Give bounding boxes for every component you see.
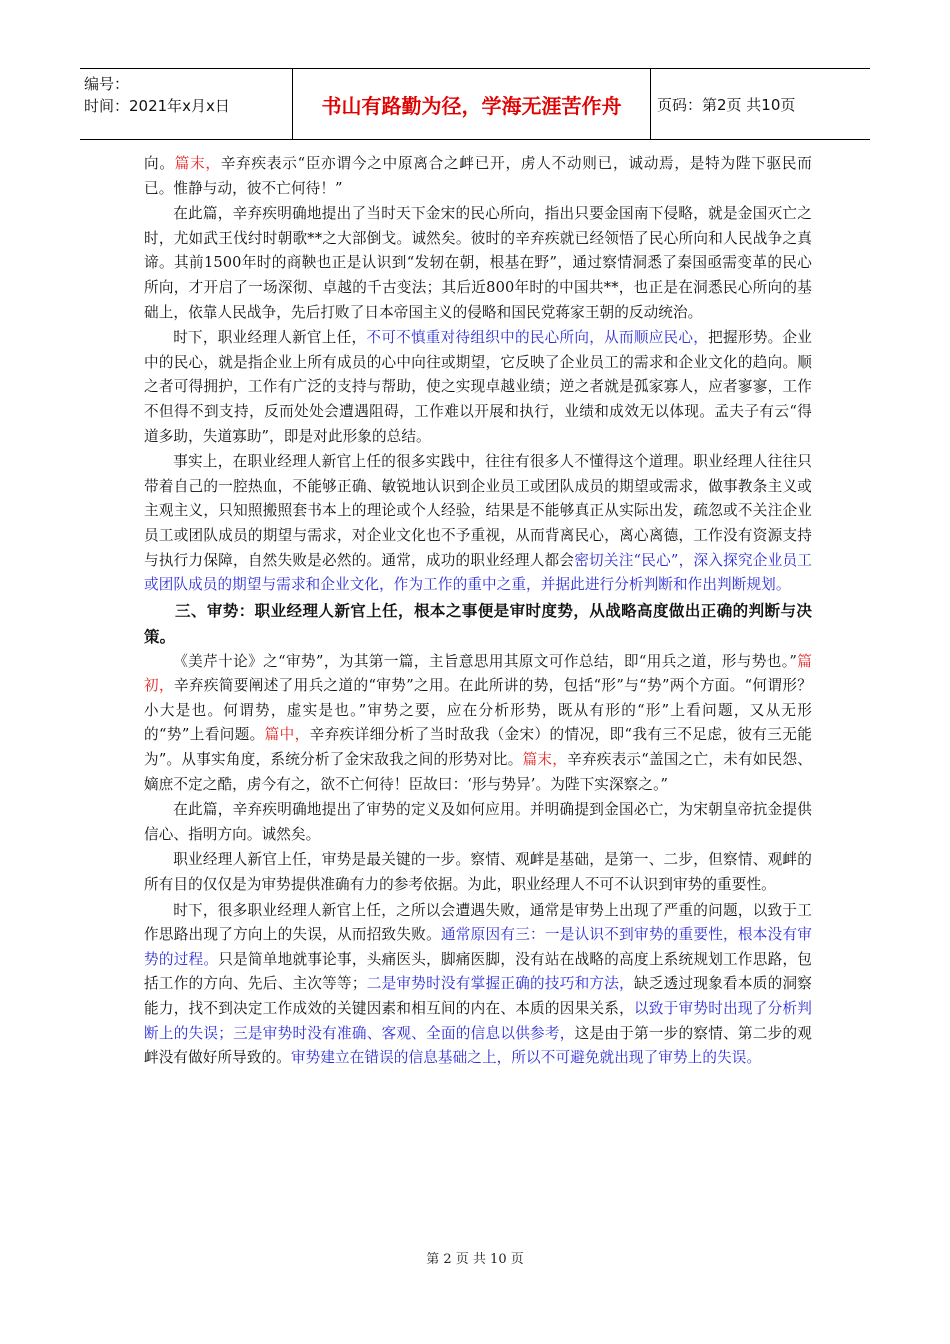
paragraph-3 [144, 326, 812, 449]
highlight-blue: 密切关注“民心”，深入探究企业员工或团队成员的期望与需求和企业文化，作为工作的重中之重，并据此进行分析判断和作出判断规划。 [144, 551, 813, 594]
document-date: 时间：2021年x月x日 [84, 97, 230, 115]
text-run: 辛弃疾简要阐述了用兵之道的“审势”之用。在此所讲的势，包括“形”与“势”两个方面。“何谓形？小大是也。何谓势，虚实是也。”审势之要，应在分析形势，既从有形的“形”上看问题，又从无形的“势”上看问题。 [144, 677, 812, 744]
highlight-blue: 二是审势时没有掌握正确的技巧和方法， [366, 975, 634, 993]
document-body [144, 152, 812, 1071]
highlight-red: 篇中， [264, 726, 310, 744]
paragraph-5 [144, 650, 812, 798]
highlight-blue: 以致于审势时出现了分析判断上的失误；三是审势时没有准确、客观、全面的信息以供参考， [144, 1000, 813, 1042]
text-run: 缺乏透过现象看本质的洞察能力，找不到决定工作成效的关键因素和相互间的内在、本质的因果关系， [144, 975, 812, 1017]
highlight-red: 篇末， [174, 155, 221, 172]
text-run: 辛弃疾表示“盖国之亡，未有如民怨、嫡庶不定之酷，虏今有之，欲不亡何待！臣故曰：‘形与势异’。为陛下实深察之。” [144, 751, 812, 793]
text-run: 这是由于第一步的察情、第二步的观衅没有做好所导致的。 [144, 1024, 813, 1067]
text-run: 《美芹十论》之“审势”，为其第一篇，主旨意思用其原文可作总结，即“用兵之道，形与势也。” [173, 652, 797, 670]
highlight-blue: 不可不慎重对待组织中的民心所向，从而顺应民心， [366, 329, 709, 347]
text-run: 事实上，在职业经理人新官上任的很多实践中，往往有很多人不懂得这个道理。职业经理人往往只带着自己的一腔热血，不能够正确、敏锐地认识到企业员工或团队成员的期望或需求，做事教条主义或主观主义，只知照搬照套书本上的理论或个人经验，结果是不能够真正从实际出发，疏忽或不关注企业员工或团队成员的期望与需求，对企业文化也不予重视，从而背离民心，离心离德，工作没有资源支持与执行力保障，自然失败是必然的。通常，成功的职业经理人都会 [144, 453, 812, 569]
paragraph-2: 在此篇，辛弃疾明确地提出了当时天下金宋的民心所向，指出只要金国南下侵略，就是金国灭亡之时，尤如武王伐纣时朝歌**之大部倒戈。诚然矣。彼时的辛弃疾就已经领悟了民心所向和人民战争之真谛。其前1500年时的商鞅也正是认识到“发轫在朝，根基在野”，通过察情洞悉了秦国亟需变革的民心所向，才开启了一场深彻、卓越的千古变法；其后近800年时的中国共**，也正是在洞悉民心所向的基础上，依靠人民战争，先后打败了日本帝国主义的侵略和国民党蒋家王朝的反动统治。 [144, 205, 812, 321]
paragraph-8 [144, 899, 812, 1071]
page-footer: 第 2 页 共 10 页 [426, 1252, 524, 1267]
page-header [80, 68, 870, 140]
highlight-red: 篇初， [144, 652, 812, 695]
paragraph-1 [144, 152, 812, 201]
section-heading-3: 三、审势：职业经理人新官上任，根本之事便是审时度势，从战略高度做出正确的判断与决策。 [144, 601, 812, 646]
text-run: 只是简单地就事论事，头痛医头，脚痛医脚，没有站在战略的高度上系统规划工作思路，包括工作的方向、先后、主次等等； [144, 950, 812, 993]
text-run: 辛弃疾详细分析了当时敌我（金宋）的情况，即“我有三不足虑，彼有三无能为”。从事实角度，系统分析了金宋敌我之间的形势对比。 [144, 726, 812, 769]
text-run: 把握形势。企业中的民心，就是指企业上所有成员的心中向往或期望，它反映了企业员工的需求和企业文化的趋向。顺之者可得拥护，工作有广泛的支持与帮助，使之实现卓越业绩；逆之者就是孤家寡人，应者寥寥，工作不但得不到支持，反而处处会遭遇阻碍，工作难以开展和执行，业绩和成效无以体现。孟夫子有云“得道多助，失道寡助”，即是对此形象的总结。 [144, 329, 812, 445]
text-run: 时下，职业经理人新官上任， [173, 329, 367, 347]
paragraph-6: 在此篇，辛弃疾明确地提出了审势的定义及如何应用。并明确提到金国必亡，为宋朝皇帝抗金提供信心、指明方向。诚然矣。 [144, 801, 812, 843]
document-number-label: 编号： [84, 75, 130, 93]
header-motto: 书山有路勤为径，学海无涯苦作舟 [293, 69, 651, 139]
paragraph-7: 职业经理人新官上任，审势是最关键的一步。察情、观衅是基础，是第一、二步，但察情、观衅的所有目的仅仅是为审势提供准确有力的参考依据。为此，职业经理人不可不认识到审势的重要性。 [144, 851, 812, 894]
highlight-blue: 通常原因有三：一是认识不到审势的重要性，根本没有审势的过程。 [144, 926, 812, 968]
highlight-blue: 审势建立在错误的信息基础之上，所以不可避免就出现了审势上的失误。 [290, 1049, 762, 1067]
header-meta [80, 69, 293, 139]
header-page-number: 页码：第2页 共10页 [657, 95, 796, 114]
text-run: 辛弃疾表示“臣亦谓今之中原离合之衅已开，虏人不动则已，诚动焉，是特为陛下驱民而已。惟静与动，彼不亡何待！” [144, 155, 812, 197]
highlight-red: 篇末， [522, 751, 568, 769]
text-run: 时下，很多职业经理人新官上任，之所以会遭遇失败，通常是审势上出现了严重的问题，以致于工作思路出现了方向上的失误，从而招致失败。 [144, 901, 812, 944]
text-run: 向。 [144, 155, 175, 172]
paragraph-4 [144, 450, 812, 598]
